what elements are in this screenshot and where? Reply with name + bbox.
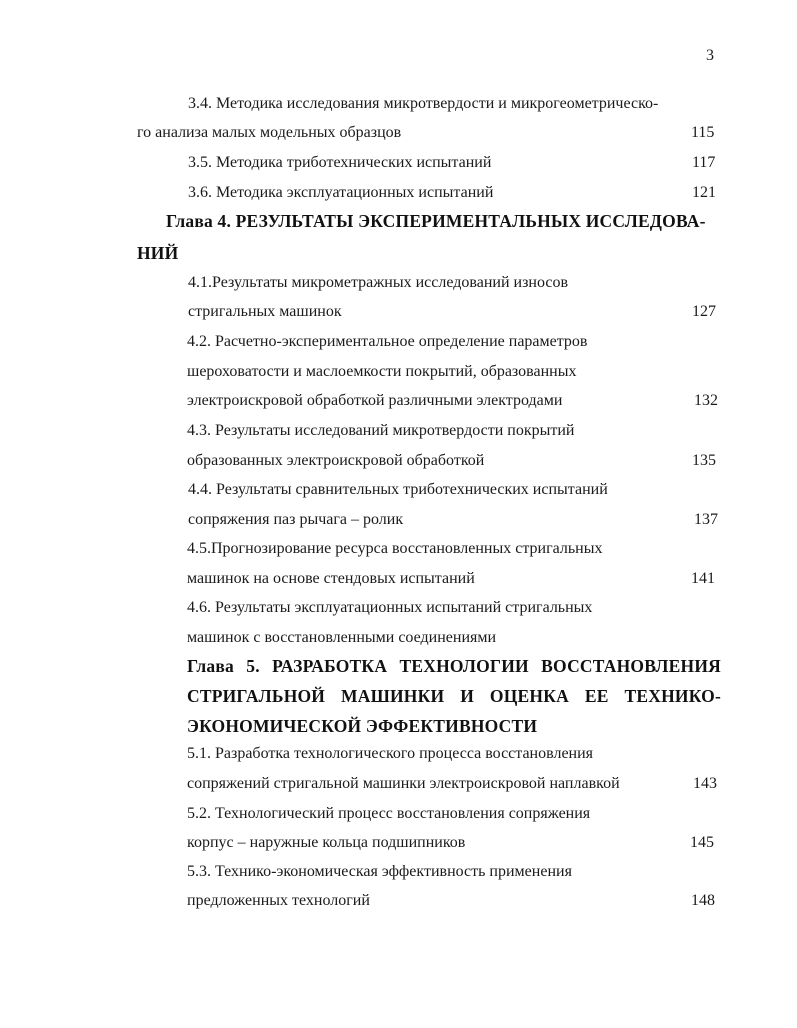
- toc-page-number: 141: [691, 570, 715, 587]
- page-number: 3: [706, 47, 714, 64]
- toc-text: 4.6. Результаты эксплуатационных испытаний стригальных: [187, 599, 593, 616]
- toc-text: 4.3. Результаты исследований микротвердости покрытий: [187, 422, 575, 439]
- toc-text: 4.1.Результаты микрометражных исследований износов: [188, 274, 569, 291]
- toc-text: 5.3. Технико-экономическая эффективность применения: [187, 863, 572, 880]
- chapter-title: СТРИГАЛЬНОЙ МАШИНКИ И ОЦЕНКА ЕЕ ТЕХНИКО-: [187, 686, 721, 706]
- toc-text: машинок с восстановленными соединениями: [187, 629, 497, 646]
- chapter-title: НИЙ: [137, 243, 179, 263]
- toc-page-number: 143: [693, 775, 717, 792]
- toc-page-number: 117: [692, 154, 716, 171]
- chapter-title: Глава 4. РЕЗУЛЬТАТЫ ЭКСПЕРИМЕНТАЛЬНЫХ ИССЛЕДОВА-: [166, 211, 706, 231]
- toc-text: шероховатости и маслоемкости покрытий, образованных: [187, 363, 577, 380]
- toc-text: машинок на основе стендовых испытаний: [187, 570, 475, 587]
- toc-page-number: 121: [692, 184, 716, 201]
- toc-text: 3.5. Методика триботехнических испытаний: [188, 154, 492, 171]
- toc-page-number: 127: [692, 303, 716, 320]
- toc-text: 3.6. Методика эксплуатационных испытаний: [188, 184, 494, 201]
- toc-page-number: 145: [690, 834, 714, 851]
- toc-page-number: 115: [691, 124, 715, 141]
- toc-text: 4.4. Результаты сравнительных триботехнических испытаний: [188, 481, 608, 498]
- toc-page-number: 135: [692, 452, 716, 469]
- toc-page-number: 132: [694, 392, 718, 409]
- toc-text: 4.2. Расчетно-экспериментальное определение параметров: [187, 333, 588, 350]
- toc-text: электроискровой обработкой различными электродами: [187, 392, 563, 409]
- toc-text: 3.4. Методика исследования микротвердости и микрогеометрическо-: [188, 95, 659, 112]
- toc-text: предложенных технологий: [187, 892, 370, 909]
- toc-text: образованных электроискровой обработкой: [187, 452, 485, 469]
- toc-page-number: 148: [691, 892, 715, 909]
- toc-text: 4.5.Прогнозирование ресурса восстановленных стригальных: [187, 540, 603, 557]
- toc-text: корпус – наружные кольца подшипников: [187, 834, 466, 851]
- toc-text: 5.2. Технологический процесс восстановления сопряжения: [187, 805, 591, 822]
- toc-text: сопряжений стригальной машинки электроискровой наплавкой: [187, 775, 620, 792]
- toc-text: сопряжения паз рычага – ролик: [188, 511, 404, 528]
- toc-text: го анализа малых модельных образцов: [137, 124, 402, 141]
- chapter-title: Глава 5. РАЗРАБОТКА ТЕХНОЛОГИИ ВОССТАНОВЛЕНИЯ: [187, 656, 721, 676]
- toc-text: стригальных машинок: [188, 303, 342, 320]
- toc-page-number: 137: [694, 511, 718, 528]
- toc-text: 5.1. Разработка технологического процесса восстановления: [187, 745, 594, 762]
- chapter-title: ЭКОНОМИЧЕСКОЙ ЭФФЕКТИВНОСТИ: [187, 716, 538, 736]
